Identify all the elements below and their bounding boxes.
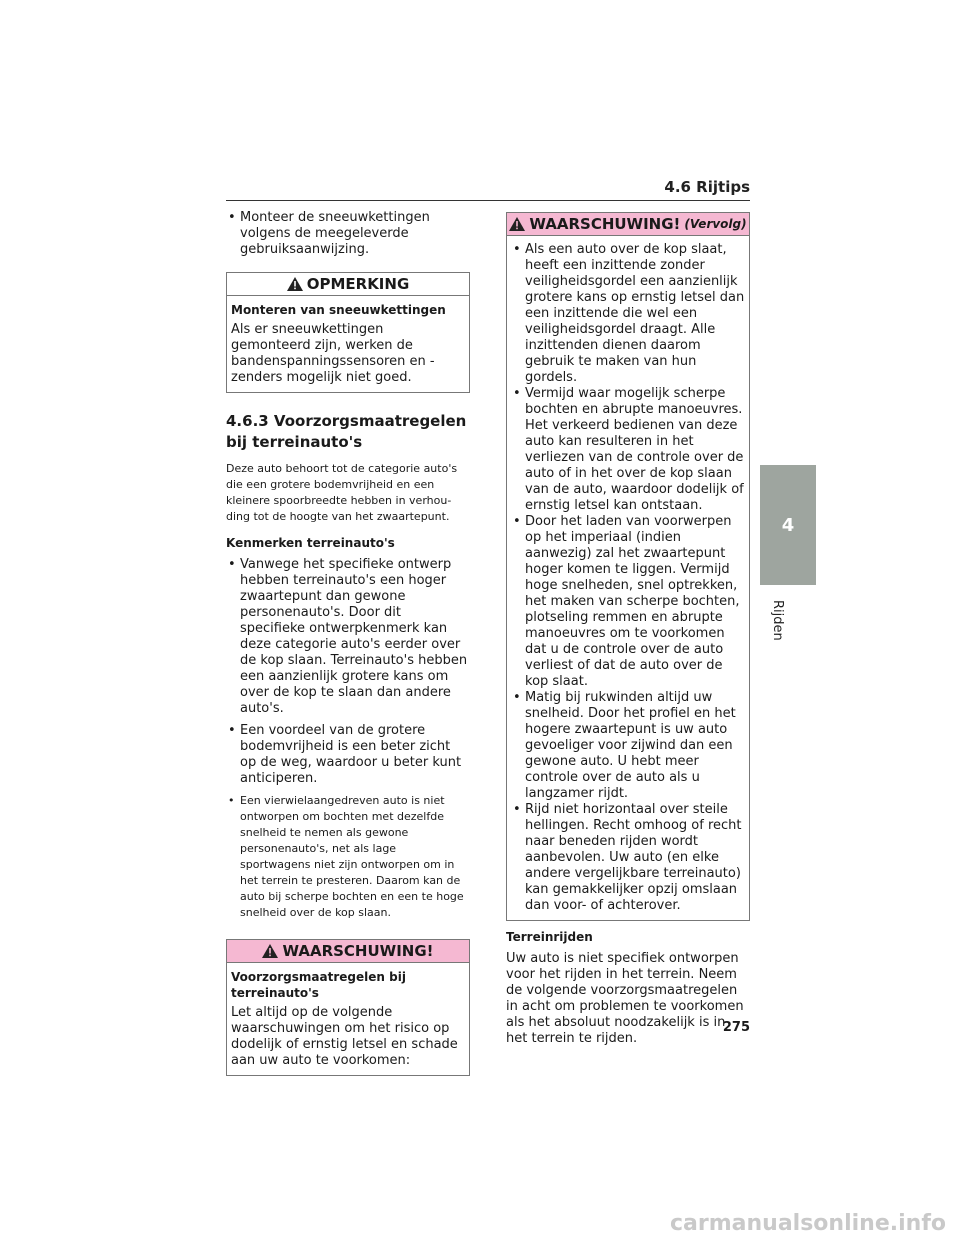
warning-list	[511, 242, 745, 914]
offroad-text: Uw auto is niet specifiek ontworpen voor het rijden in het terrein. Neem de volgende voorzorgsmaatregelen in acht om problemen te voorkomen als het absoluut noodzakelijk is in het terrein te rijden.	[506, 951, 744, 1046]
chapter-tab	[760, 465, 816, 585]
warning-continued-header	[507, 213, 749, 236]
list-item: • Vermijd waar mogelijk scherpe bochten en abrupte manoeuvres. Het verkeerd bedienen van deze auto kan resulteren in het verliezen van de controle over de auto of in het over de kop slaan van de auto, waardoor dodelijk of ernstig letsel kan ontstaan.	[511, 386, 745, 514]
list-item: • Monteer de sneeuwkettingen volgens de meegeleverde gebruiksaanwijzing.	[226, 210, 470, 258]
subsection-title: 4.6.3 Voorzorgsmaatregelen bij terreinauto's	[226, 412, 467, 451]
characteristics-label: Kenmerken terreinauto's	[226, 536, 395, 550]
list-item: • Een voordeel van de grotere bodemvrijheid is een beter zicht op de weg, waardoor u beter kunt anticiperen.	[226, 723, 470, 787]
subsection-intro: Deze auto behoort tot de categorie auto's die een grotere bodemvrijheid en een kleinere spoorbreedte hebben in verhou-ding tot de hoogte van het zwaartepunt.	[226, 462, 458, 523]
warning-box	[226, 939, 470, 1076]
page-number: 275	[722, 1020, 750, 1035]
warning-continued-title: WAARSCHUWING!	[529, 215, 681, 233]
characteristics-list	[226, 557, 470, 921]
list-item: • Vanwege het specifieke ontwerp hebben terreinauto's een hoger zwaartepunt dan gewone personenauto's. Door dit specifieke ontwerpkenmerk kan deze categorie auto's eerder over de kop slaan. Terreinauto's hebben een aanzienlijk grotere kans om over de kop te slaan dan andere auto's.	[226, 557, 470, 717]
note-text: Als er sneeuwkettingen gemonteerd zijn, werken de bandenspanningssensoren en -zenders mogelijk niet goed.	[231, 322, 435, 385]
warning-header	[227, 940, 469, 963]
list-item: • Een vierwielaangedreven auto is niet ontworpen om bochten met dezelfde snelheid te nemen als gewone personenauto's, net als lage sportwagens niet zijn ontworpen om in het terrein te presteren. Daarom kan de auto bij scherpe bochten en een te hoge snelheid over de kop slaan.	[226, 793, 470, 921]
warning-text: Let altijd op de volgende waarschuwingen om het risico op dodelijk of ernstig letsel en schade aan uw auto te voorkomen:	[231, 1005, 458, 1068]
list-item: • Door het laden van voorwerpen op het imperiaal (indien aanwezig) zal het zwaartepunt hoger komen te liggen. Vermijd hoge snelheden, snel optrekken, het maken van scherpe bochten, plotseling remmen en abrupte manoeuvres om te voorkomen dat u de controle over de auto verliest of dat de auto over de kop slaat.	[511, 514, 745, 690]
warning-continued-box	[506, 212, 750, 921]
list-item: • Als een auto over de kop slaat, heeft een inzittende zonder veiligheidsgordel een aanzienlijk grotere kans op ernstig letsel dan een inzittende die wel een veiligheidsgordel draagt. Alle inzittenden dienen daarom gebruik te maken van hun gordels.	[511, 242, 745, 386]
warning-triangle-icon	[287, 277, 303, 291]
right-column	[506, 204, 750, 1047]
watermark: carmanualsonline.info	[670, 1211, 946, 1236]
chapter-number: 4	[781, 514, 795, 536]
warning-subtitle: Voorzorgsmaatregelen bij terreinauto's	[231, 970, 406, 1000]
chapter-label: Rijden	[770, 600, 785, 641]
warning-triangle-icon	[509, 217, 525, 231]
list-item: • Matig bij rukwinden altijd uw snelheid. Door het profiel en het hogere zwaartepunt is uw auto gevoeliger voor zijwind dan een gewone auto. U hebt meer controle over de auto als u langzamer rijdt.	[511, 690, 745, 802]
section-header: 4.6 Rijtips	[664, 178, 750, 196]
continued-label: (Vervolg)	[684, 217, 747, 231]
note-header	[227, 273, 469, 296]
intro-list	[226, 210, 470, 258]
list-item: • Rijd niet horizontaal over steile hellingen. Recht omhoog of recht naar beneden rijden wordt aanbevolen. Uw auto (en elke andere vergelijkbare terreinauto) kan gemakkelijker opzij omslaan dan voor- of achterover.	[511, 802, 745, 914]
note-box	[226, 272, 470, 393]
warning-title: WAARSCHUWING!	[282, 942, 434, 960]
note-subtitle: Monteren van sneeuwkettingen	[231, 303, 446, 317]
offroad-label: Terreinrijden	[506, 930, 593, 944]
header-divider	[226, 200, 750, 201]
warning-triangle-icon	[262, 944, 278, 958]
note-title: OPMERKING	[306, 275, 410, 293]
left-column	[226, 210, 470, 1076]
